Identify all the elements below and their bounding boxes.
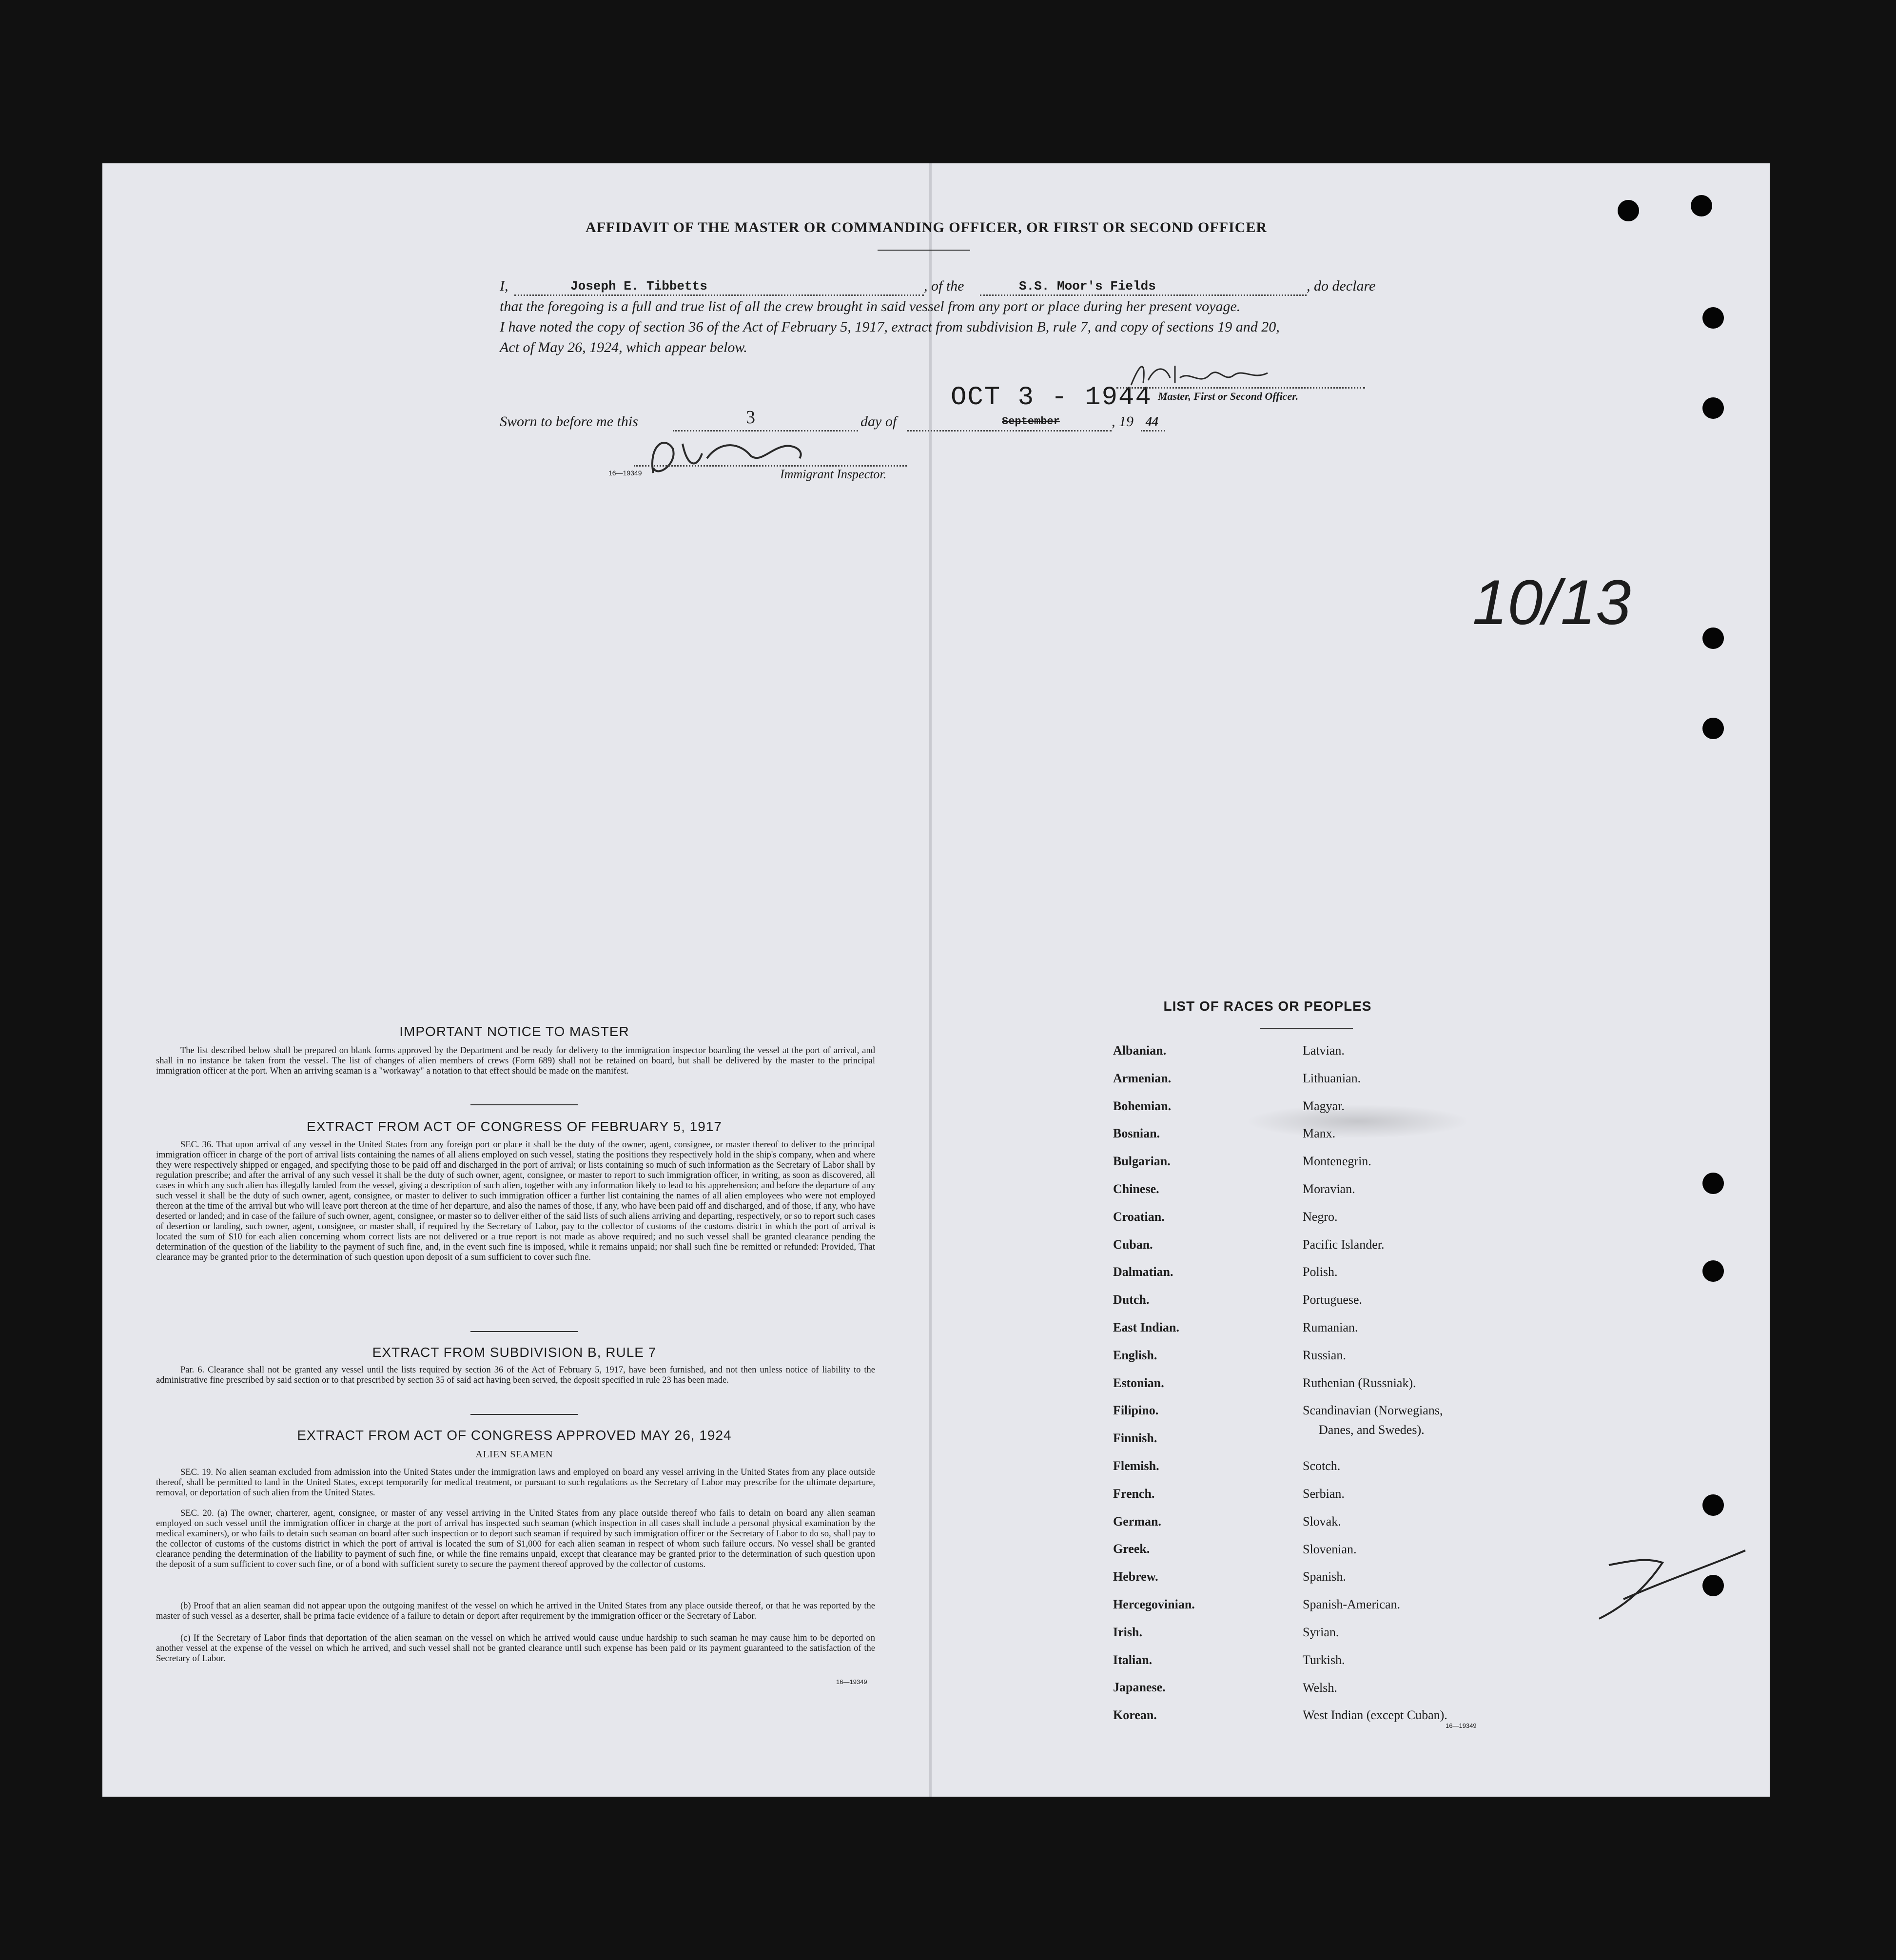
race-item-continuation: Danes, and Swedes). [1319,1423,1425,1437]
race-item: Korean. [1113,1708,1157,1723]
race-item: Finnish. [1113,1431,1157,1446]
race-item: Portuguese. [1303,1293,1363,1307]
race-item: Moravian. [1303,1182,1355,1196]
sworn-month: September [1002,415,1060,428]
extract-1917-body: SEC. 36. That upon arrival of any vessel in the United States from any foreign port or place it shall be the duty of the owner, agent, consignee, or master thereof to deliver to the principal immigration officer in charge of the port of arrival lists containing the names of all aliens employed on such vessel, stating the positions they respectively hold in the ship's company, when and where they were respectively shipped or engaged, and specifying those to be paid off and discharged in the port of arrival; or lists containing so much of such information as the Secretary of Labor shall by regulation prescribe; and after the arrival of any such vessel it shall be the duty of such owner, agent, consignee, or master to report to such immigration officer, in writing, as soon as discovered, all cases in which any such alien has illegally landed from the vessel, giving a description of such alien, together with any information likely to lead to his apprehension; and before the departure of any such vessel it shall be the duty of such owner, agent, consignee, or master to deliver to such immigration officer a further list containing the names of all alien employees who were not employed thereon at the time of the arrival but who will leave port thereon at the time of her departure, and also the names of those, if any, who have been paid off and discharged, and of those, if any, who have deserted or landed; and in case of the failure of such owner, agent, consignee, or master so to deliver either of the said lists of such aliens arriving and departing, respectively, or so to report such cases of desertion or landing, such owner, agent, consignee, or master shall, if required by the Secretary of Labor, pay to the collector of customs of the customs district in which the port of arrival is located the sum of $10 for each alien concerning whom correct lists are not delivered or a true report is not made as above required; and no such vessel shall be granted clearance pending the determination of the question of the liability to the payment of such fine, and, in the event such fine is imposed, while it remains unpaid; nor shall such fine be remitted or refunded: Provided, That clearance may be granted prior to the determination of such question upon deposit of a sum sufficient to cover such fine. [156,1140,876,1262]
extract-1924-sec20a: SEC. 20. (a) The owner, charterer, agent, consignee, or master of any vessel arriving in the United States from any place outside thereof who fails to detain on board any alien seaman employed on such vessel until the immigration officer in charge at the port of arrival has inspected such seaman (which inspection in all cases shall include a personal physical examination by the medical examiners), or who fails to detain such seaman on board after such inspection or to deport such seaman if required by such immigration officer or the Secretary of Labor to do so, shall pay to the collector of customs of the customs district in which the port of arrival is located the sum of $1,000 for each alien seaman in respect of whom such failure occurs. No vessel shall be granted clearance pending the determination of the liability to payment of such fine, or while the fine remains unpaid, except that clearance may be granted prior to the determination of such question upon the deposit of a sum sufficient to cover such fine, or of a bond with sufficient surety to secure the payment thereof approved by the collector of customs. [156,1509,875,1569]
notice-body: The list described below shall be prepared on blank forms approved by the Department and be ready for delivery to the immigration inspector boarding the vessel at the port of arrival, and shall in no instance be taken from the vessel. The list of changes of alien members of crews (Form 689) shall not be retained on board, but shall be delivered by the master to the principal immigration officer at the port. When an arriving seaman is a "workaway" a notation to that effect should be made on the manifest. [156,1046,875,1076]
extract-rule7-title: EXTRACT FROM SUBDIVISION B, RULE 7 [372,1345,657,1360]
extract-form-no: 16—19349 [836,1678,867,1686]
race-item: Serbian. [1303,1487,1345,1501]
extract-1924-subtitle: ALIEN SEAMEN [475,1449,553,1460]
affidavit-line1-end: , do declare [1307,278,1376,294]
race-item: Greek. [1113,1542,1150,1556]
race-item: French. [1113,1486,1155,1501]
affidavit-line1-prefix: I, [500,278,508,294]
fold-line [929,163,932,1797]
binder-hole [1702,627,1724,649]
inspector-caption: Immigrant Inspector. [780,467,887,481]
check-mark [1594,1546,1750,1624]
race-item: Turkish. [1303,1652,1345,1667]
race-item: Bohemian. [1113,1098,1172,1113]
race-item: Ruthenian (Russniak). [1303,1375,1416,1390]
extract-1917-title: EXTRACT FROM ACT OF CONGRESS OF FEBRUARY 5, 1917 [307,1119,722,1134]
race-item: Polish. [1303,1265,1338,1279]
signature-caption: Master, First or Second Officer. [1158,390,1299,402]
race-item: Spanish. [1303,1569,1346,1584]
master-name: Joseph E. Tibbetts [570,279,707,294]
race-item: Japanese. [1113,1680,1166,1695]
sworn-day: 3 [746,407,755,428]
binder-hole [1691,195,1712,216]
race-item: Pacific Islander. [1303,1237,1385,1252]
notice-title: IMPORTANT NOTICE TO MASTER [399,1024,629,1039]
extract-1924-title: EXTRACT FROM ACT OF CONGRESS APPROVED MAY 26, 1924 [297,1428,732,1443]
sworn-year-prefix: , 19 [1112,413,1134,430]
race-item: Manx. [1303,1126,1336,1141]
vessel-name: S.S. Moor's Fields [1019,279,1156,294]
ink-bleed [1246,1104,1470,1138]
race-item: West Indian (except Cuban). [1303,1708,1447,1723]
race-item: Bosnian. [1113,1126,1160,1141]
affidavit-title: AFFIDAVIT OF THE MASTER OR COMMANDING OFFICER, OR FIRST OR SECOND OFFICER [585,219,1268,235]
affidavit-line4: Act of May 26, 1924, which appear below. [500,339,747,355]
binder-hole [1702,1494,1724,1516]
race-item: Cuban. [1113,1237,1153,1252]
signature-blank [1116,371,1365,389]
race-item: English. [1113,1348,1157,1362]
race-item: Dutch. [1113,1293,1150,1307]
binder-hole [1702,397,1724,419]
title-rule [878,250,970,251]
race-item: Montenegrin. [1303,1154,1371,1169]
binder-hole [1702,1260,1724,1282]
handwritten-page-number: 10/13 [1472,567,1631,638]
extract-1924-sec20b: (b) Proof that an alien seaman did not appear upon the outgoing manifest of the vessel on which he arrived in the United States from any place outside thereof, or that he was reported by the master of such vessel as a deserter, shall be prima facie evidence of a failure to detain or deport after requirement by the immigration officer or the Secretary of Labor. [156,1601,875,1621]
binder-hole [1702,1173,1724,1194]
race-item: German. [1113,1514,1161,1529]
divider [1260,1028,1353,1029]
affidavit-line3: I have noted the copy of section 36 of the Act of February 5, 1917, extract from subdivision B, rule 7, and copy of sections 19 and 20, [500,319,1280,335]
sworn-mid: day of [860,413,897,430]
race-item: Estonian. [1113,1375,1164,1390]
inspector-form-no: 16—19349 [608,469,642,477]
divider [470,1331,578,1332]
binder-hole [1618,200,1639,221]
extract-1924-sec19: SEC. 19. No alien seaman excluded from admission into the United States under the immigration laws and employed on board any vessel arriving in the United States from any place outside thereof, shall be permitted to land in the United States, except temporarily for medical treatment, or pursuant to such regulations as the Secretary of Labor may prescribe for the ultimate departure, removal, or deportation of such alien from the United States. [156,1468,875,1498]
race-item: Negro. [1303,1209,1338,1224]
race-item: Chinese. [1113,1182,1159,1196]
race-item: Italian. [1113,1652,1153,1667]
races-form-no: 16—19349 [1446,1722,1477,1729]
affidavit-line2: that the foregoing is a full and true list of all the crew brought in said vessel from any port or place during her present voyage. [500,298,1241,314]
race-item: Welsh. [1303,1680,1337,1695]
race-item: Irish. [1113,1625,1142,1639]
extract-1924-sec20c: (c) If the Secretary of Labor finds that deportation of the alien seaman on the vessel on which he arrived would cause undue hardship to such seaman he may cause him to be deported on another vessel at the expense of the vessel on which he arrived, and such vessel shall not be granted clearance until such expense has been paid or its payment guaranteed to the satisfaction of the Secretary of Labor. [156,1633,875,1664]
inspector-blank [634,449,907,467]
race-item: Flemish. [1113,1459,1159,1473]
race-item: Scandinavian (Norwegians, [1303,1403,1443,1418]
race-item: Syrian. [1303,1625,1339,1639]
date-stamp: OCT 3 - 1944 [951,383,1152,412]
race-item: Russian. [1303,1348,1346,1362]
binder-hole [1702,718,1724,739]
race-item: Slovak. [1303,1514,1341,1529]
sworn-prefix: Sworn to before me this [500,413,638,430]
race-item: Latvian. [1303,1043,1345,1058]
race-item: Magyar. [1303,1098,1345,1113]
race-item: Slovenian. [1303,1542,1357,1556]
race-item: Lithuanian. [1303,1071,1361,1085]
binder-hole [1702,307,1724,329]
races-title: LIST OF RACES OR PEOPLES [1163,999,1372,1014]
year-blank [1141,413,1165,431]
race-item: Dalmatian. [1113,1265,1173,1279]
race-item: Armenian. [1113,1071,1172,1085]
race-item: Rumanian. [1303,1320,1358,1334]
race-item: Filipino. [1113,1403,1159,1418]
race-item: East Indian. [1113,1320,1179,1334]
divider [470,1414,578,1415]
divider [470,1104,578,1105]
race-item: Albanian. [1113,1043,1167,1058]
extract-rule7-body: Par. 6. Clearance shall not be granted any vessel until the lists required by section 36 of the Act of February 5, 1917, have been furnished, and not then unless notice of liability to the administrative fine prescribed by said section or to that prescribed by section 35 of said act having been served, the deposit specified in rule 23 has been made. [156,1365,875,1385]
race-item: Bulgarian. [1113,1154,1171,1169]
race-item: Hebrew. [1113,1569,1158,1584]
race-item: Spanish-American. [1303,1597,1401,1612]
race-item: Scotch. [1303,1459,1341,1473]
sworn-year: 44 [1146,414,1158,429]
race-item: Hercegovinian. [1113,1597,1195,1611]
race-item: Croatian. [1113,1209,1165,1224]
affidavit-line1-mid: , of the [924,278,964,294]
